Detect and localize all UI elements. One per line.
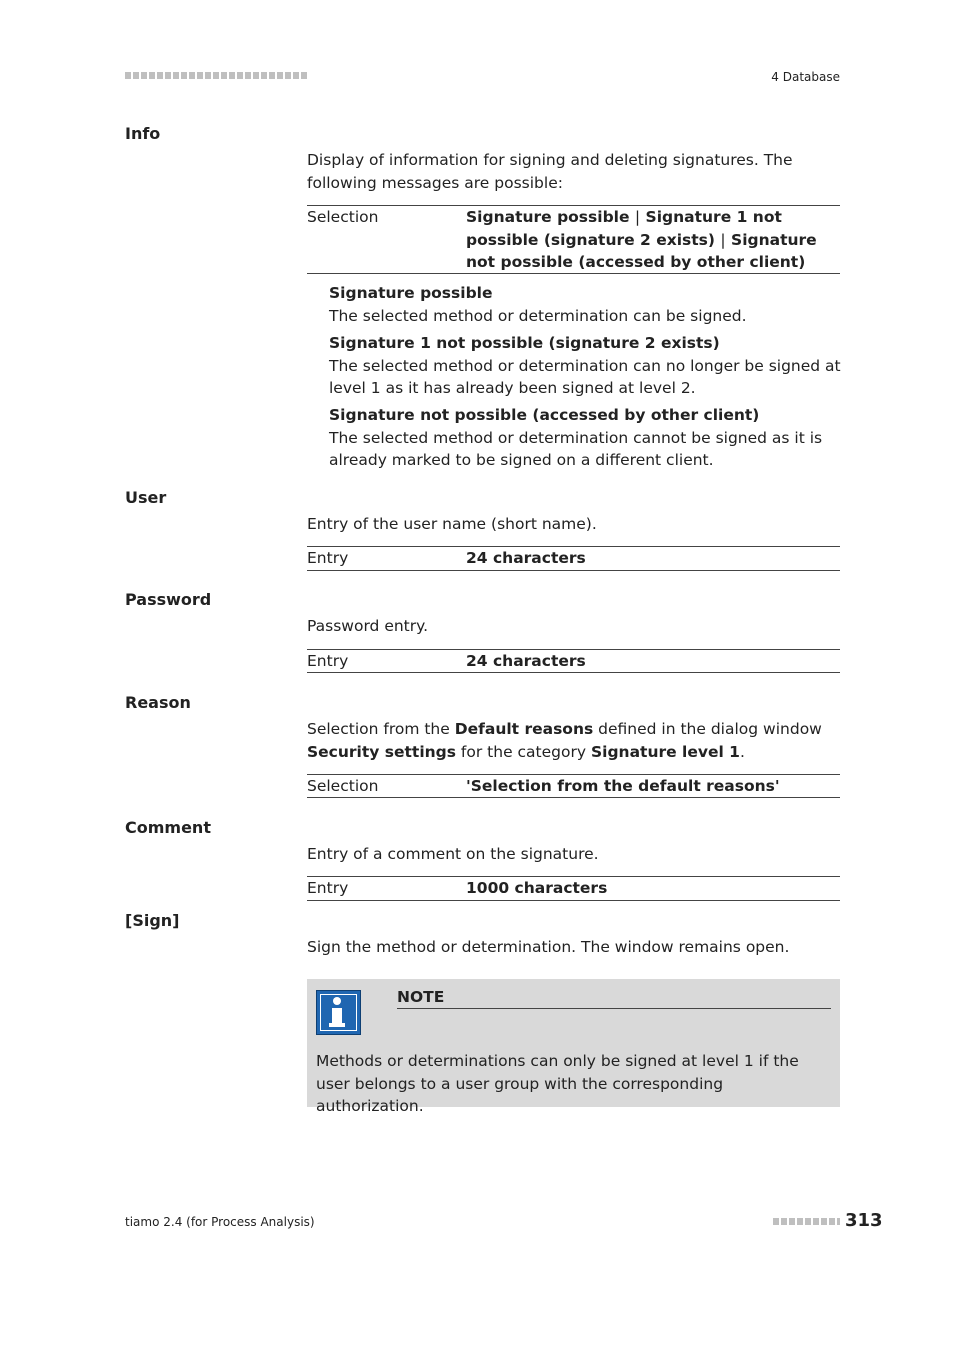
info-item-title: Signature possible bbox=[329, 284, 493, 302]
password-description: Password entry. bbox=[307, 617, 429, 635]
comment-param-label: Entry bbox=[307, 879, 349, 897]
info-item-3 bbox=[329, 404, 841, 472]
term-comment: Comment bbox=[125, 818, 211, 837]
reason-parameter-table bbox=[307, 774, 840, 798]
reason-description bbox=[307, 718, 840, 763]
info-description-text: Display of information for signing and deleting signatures. The following messages are possible: bbox=[307, 151, 793, 192]
comment-parameter-table bbox=[307, 876, 840, 901]
note-text: Methods or determinations can only be signed at level 1 if the user belongs to a user group with the corresponding authorization. bbox=[316, 1052, 799, 1115]
user-param-value: 24 characters bbox=[466, 549, 586, 567]
term-sign-button: [Sign] bbox=[125, 911, 180, 930]
reason-desc-text: for the category bbox=[456, 742, 591, 761]
info-parameter-table bbox=[307, 205, 840, 274]
reason-desc-text: Selection from the bbox=[307, 720, 455, 738]
password-param-label: Entry bbox=[307, 652, 349, 670]
term-reason: Reason bbox=[125, 693, 191, 712]
term-password: Password bbox=[125, 590, 212, 609]
reason-desc-security-settings: Security settings bbox=[307, 742, 456, 761]
header-dots-decoration bbox=[125, 72, 307, 79]
info-value-2: Signature 1 not possible (signature 2 exists) bbox=[466, 208, 782, 249]
sign-description: Sign the method or determination. The window remains open. bbox=[307, 938, 790, 956]
note-box bbox=[307, 979, 840, 1115]
reason-desc-default-reasons: Default reasons bbox=[454, 720, 594, 738]
info-value-3: Signature not possible (accessed by other client) bbox=[466, 230, 817, 271]
value-separator: | bbox=[634, 208, 641, 226]
term-info: Info bbox=[125, 124, 161, 143]
info-value-1: Signature possible bbox=[466, 208, 630, 226]
note-title: NOTE bbox=[397, 988, 831, 1009]
info-item-1 bbox=[329, 282, 841, 327]
reason-desc-signature-level: Signature level 1 bbox=[590, 742, 740, 761]
footer-dots-decoration bbox=[773, 1218, 840, 1225]
info-item-2 bbox=[329, 332, 841, 400]
password-param-value: 24 characters bbox=[466, 652, 586, 670]
comment-param-value: 1000 characters bbox=[466, 879, 608, 897]
info-param-label: Selection bbox=[307, 208, 379, 226]
info-item-text: The selected method or determination can no longer be signed at level 1 as it has already been signed at level 2. bbox=[329, 356, 841, 397]
reason-desc-text: defined in the dialog window bbox=[593, 720, 822, 738]
term-user: User bbox=[125, 488, 167, 507]
info-icon bbox=[316, 990, 361, 1035]
user-param-label: Entry bbox=[307, 549, 349, 567]
info-param-values bbox=[466, 206, 840, 274]
info-item-title: Signature not possible (accessed by other client) bbox=[329, 406, 760, 424]
user-parameter-table bbox=[307, 546, 840, 571]
page-number: 313 bbox=[845, 1210, 883, 1231]
info-item-text: The selected method or determination cannot be signed as it is already marked to be signed on a different client. bbox=[329, 428, 823, 469]
reason-param-label: Selection bbox=[307, 777, 379, 795]
chapter-title: 4 Database bbox=[771, 70, 840, 84]
password-parameter-table bbox=[307, 649, 840, 673]
reason-param-value: 'Selection from the default reasons' bbox=[466, 777, 780, 795]
info-item-title: Signature 1 not possible (signature 2 exists) bbox=[329, 334, 720, 352]
info-item-text: The selected method or determination can be signed. bbox=[329, 306, 747, 325]
value-separator: | bbox=[720, 230, 726, 249]
footer-product: tiamo 2.4 (for Process Analysis) bbox=[125, 1215, 315, 1229]
reason-desc-text: . bbox=[739, 742, 745, 761]
user-description: Entry of the user name (short name). bbox=[307, 515, 597, 533]
info-description bbox=[307, 149, 840, 194]
comment-description: Entry of a comment on the signature. bbox=[307, 845, 599, 863]
